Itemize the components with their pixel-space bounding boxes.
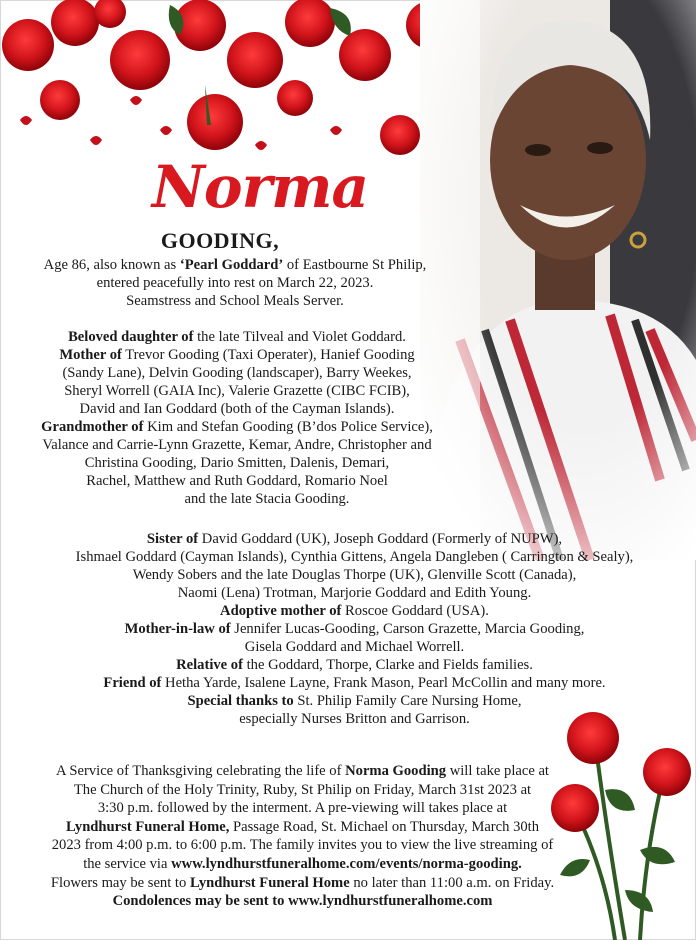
family-line: Beloved daughter of the late Tilveal and Violet Goddard. bbox=[68, 329, 406, 345]
intro-paragraph bbox=[20, 256, 450, 310]
relatives-line: Mother-in-law of Jennifer Lucas-Gooding, Carson Grazette, Marcia Gooding, bbox=[124, 621, 585, 637]
relatives-line: Adoptive mother of Roscoe Goddard (USA). bbox=[220, 603, 489, 619]
livestream-link[interactable]: www.lyndhurstfuneralhome.com/events/norma-gooding. bbox=[171, 855, 522, 872]
service-line: 3:30 p.m. followed by the interment. A pre-viewing will takes place at bbox=[97, 800, 508, 817]
relatives-line: Wendy Sobers and the late Douglas Thorpe (UK), Glenville Scott (Canada), bbox=[132, 567, 577, 583]
family-line: (Sandy Lane), Delvin Gooding (landscaper), Barry Weekes, bbox=[62, 365, 412, 381]
condolences-link[interactable]: Condolences may be sent to www.lyndhurstfuneralhome.com bbox=[112, 893, 493, 910]
relatives-line: Relative of the Goddard, Thorpe, Clarke and Fields families. bbox=[176, 657, 533, 673]
relatives-line: Naomi (Lena) Trotman, Marjorie Goddard and Edith Young. bbox=[177, 585, 532, 601]
service-line: 2023 from 4:00 p.m. to 6:00 p.m. The family invites you to view the live streaming of bbox=[51, 837, 554, 854]
service-details bbox=[10, 762, 595, 911]
family-line: Sheryl Worrell (GAIA Inc), Valerie Grazette (CIBC FCIB), bbox=[64, 383, 410, 399]
intro-line: entered peacefully into rest on March 22, 2023. bbox=[96, 275, 374, 291]
intro-line: Age 86, also known as ‘Pearl Goddard’ of Eastbourne St Philip, bbox=[43, 257, 427, 273]
family-line: Rachel, Matthew and Ruth Goddard, Romario Noel bbox=[86, 473, 388, 489]
rose-bouquet-decoration bbox=[545, 700, 696, 940]
service-line: Lyndhurst Funeral Home, Passage Road, St. Michael on Thursday, March 30th bbox=[65, 818, 540, 835]
family-line: David and Ian Goddard (both of the Cayman Islands). bbox=[79, 401, 395, 417]
relatives-line: Friend of Hetha Yarde, Isalene Layne, Frank Mason, Pearl McCollin and many more. bbox=[103, 675, 606, 691]
relatives-line: Ishmael Goddard (Cayman Islands), Cynthia Gittens, Angela Dangleben ( Carrington & Sealy), bbox=[75, 549, 634, 565]
service-line: A Service of Thanksgiving celebrating the life of Norma Gooding will take place at bbox=[56, 763, 549, 779]
relatives-line: especially Nurses Britton and Garrison. bbox=[239, 711, 470, 727]
relatives-line: Sister of David Goddard (UK), Joseph Goddard (Formerly of NUPW), bbox=[146, 531, 563, 547]
family-line: and the late Stacia Gooding. bbox=[184, 491, 350, 507]
service-line: The Church of the Holy Trinity, Ruby, St Philip on Friday, March 31st 2023 at bbox=[73, 781, 532, 798]
family-line: Valance and Carrie-Lynn Grazette, Kemar, Andre, Christopher and bbox=[42, 437, 432, 453]
intro-line: Seamstress and School Meals Server. bbox=[126, 293, 344, 309]
family-line: Mother of Trevor Gooding (Taxi Operater), Hanief Gooding bbox=[59, 347, 415, 363]
condolences-line bbox=[10, 892, 595, 911]
surname-heading: GOODING, bbox=[160, 228, 280, 253]
family-line: Christina Gooding, Dario Smitten, Dalenis, Demari, bbox=[84, 455, 390, 471]
family-list bbox=[12, 328, 462, 508]
family-line: Grandmother of Kim and Stefan Gooding (B’dos Police Service), bbox=[41, 419, 433, 435]
first-name-script: Norma bbox=[151, 153, 369, 221]
relatives-list bbox=[12, 530, 696, 728]
relatives-line: Special thanks to St. Philip Family Care Nursing Home, bbox=[187, 693, 522, 709]
service-line: the service via www.lyndhurstfuneralhome.com/events/norma-gooding. bbox=[83, 855, 522, 872]
relatives-line: Gisela Goddard and Michael Worrell. bbox=[244, 639, 465, 655]
service-line: Flowers may be sent to Lyndhurst Funeral Home no later than 11:00 a.m. on Friday. bbox=[50, 874, 555, 891]
